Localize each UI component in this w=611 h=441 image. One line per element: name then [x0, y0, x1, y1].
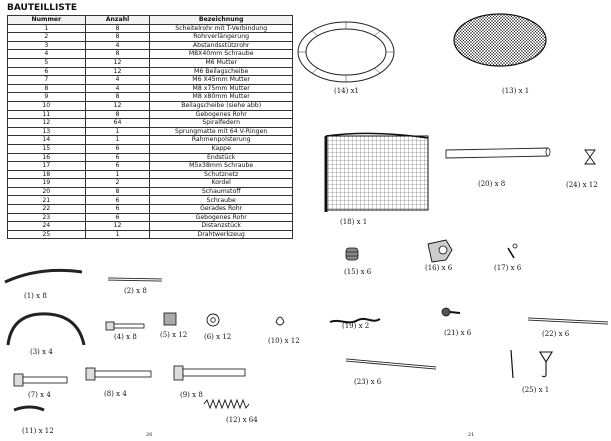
shaped-washer-drawing: [276, 317, 284, 325]
cell-description: M8X40mm Schraube: [150, 50, 293, 59]
cell-number: 22: [8, 205, 86, 214]
header-number: Nummer: [8, 16, 86, 25]
end-piece-drawing: [428, 240, 452, 262]
cell-description: Kappe: [150, 144, 293, 153]
cell-number: 25: [8, 230, 86, 239]
cell-quantity: 6: [85, 153, 150, 162]
bolt-m8x80-drawing: [174, 366, 245, 380]
spring-drawing: [204, 400, 249, 408]
cell-number: 7: [8, 76, 86, 85]
support-tube-drawing: [8, 314, 84, 345]
caption-11: (11) x 12: [22, 427, 54, 435]
cell-quantity: 12: [85, 222, 150, 231]
cell-description: Rahmenpolsterung: [150, 136, 293, 145]
top-tube-drawing: [5, 270, 82, 282]
cell-description: Schutznetz: [150, 170, 293, 179]
cell-description: Schraube: [150, 196, 293, 205]
caption-16: (16) x 6: [425, 264, 453, 272]
caption-9: (9) x 8: [180, 391, 203, 399]
caption-1: (1) x 8: [24, 292, 47, 300]
caption-7: (7) x 4: [28, 391, 51, 399]
cell-description: M6 X45mm Mutter: [150, 76, 293, 85]
cell-quantity: 8: [85, 24, 150, 33]
cell-number: 9: [8, 93, 86, 102]
cell-quantity: 6: [85, 213, 150, 222]
caption-4: (4) x 8: [114, 333, 137, 341]
wire-tool-drawing: [511, 350, 552, 378]
cell-description: Gebogenes Rohr: [150, 213, 293, 222]
cell-quantity: 1: [85, 136, 150, 145]
cell-number: 1: [8, 24, 86, 33]
cell-description: Sprungmatte mit 64 V-Ringen: [150, 127, 293, 136]
cell-quantity: 8: [85, 33, 150, 42]
caption-6: (6) x 12: [204, 333, 232, 341]
cell-quantity: 6: [85, 196, 150, 205]
cell-number: 2: [8, 33, 86, 42]
caption-22: (22) x 6: [542, 330, 570, 338]
bolt-m8x40-drawing: [106, 322, 144, 330]
caption-3: (3) x 4: [30, 348, 53, 356]
cell-number: 8: [8, 84, 86, 93]
cell-description: Endstück: [150, 153, 293, 162]
cell-description: Scheitelrohr mit T-Verbindung: [150, 24, 293, 33]
cell-quantity: 6: [85, 205, 150, 214]
cell-number: 11: [8, 110, 86, 119]
cell-number: 17: [8, 162, 86, 171]
cell-description: Abstandsstützrohr: [150, 41, 293, 50]
caption-18: (18) x 1: [340, 218, 368, 226]
caption-19: (19) x 2: [342, 322, 370, 330]
cell-quantity: 1: [85, 170, 150, 179]
header-quantity: Anzahl: [85, 16, 150, 25]
header-description: Bezeichnung: [150, 16, 293, 25]
spacer-drawing: [585, 150, 595, 164]
cell-description: M8 x80mm Mutter: [150, 93, 293, 102]
caption-23: (23) x 6: [354, 378, 382, 386]
cell-description: Spiralfedern: [150, 119, 293, 128]
safety-net-drawing: [326, 133, 428, 212]
cell-description: M8 x75mm Mutter: [150, 84, 293, 93]
cell-description: Drahtwerkzeug: [150, 230, 293, 239]
cell-quantity: 8: [85, 110, 150, 119]
washer-drawing: [207, 314, 219, 326]
cell-number: 13: [8, 127, 86, 136]
jumping-mat-drawing: [454, 14, 546, 66]
frame-padding-drawing: [298, 22, 394, 82]
cell-description: Schaumstoff: [150, 187, 293, 196]
straight-tube-drawing: [528, 319, 608, 323]
cell-quantity: 12: [85, 101, 150, 110]
curved-tube-drawing: [14, 407, 44, 410]
cell-number: 3: [8, 41, 86, 50]
small-screw-drawing: [508, 244, 517, 258]
cell-number: 16: [8, 153, 86, 162]
nut-drawing: [164, 313, 176, 325]
cell-description: Beilagscheibe (siehe abb): [150, 101, 293, 110]
cell-quantity: 4: [85, 84, 150, 93]
cell-description: M5x38mm Schraube: [150, 162, 293, 171]
parts-list-title: BAUTEILLISTE: [7, 3, 78, 13]
cap-drawing: [346, 248, 358, 260]
cell-description: M6 Beilagscheibe: [150, 67, 293, 76]
page-number-right: 21: [468, 432, 475, 438]
cell-description: Gebogenes Rohr: [150, 110, 293, 119]
cell-number: 18: [8, 170, 86, 179]
caption-2: (2) x 8: [124, 287, 147, 295]
caption-25: (25) x 1: [522, 386, 550, 394]
foam-tube-drawing: [446, 148, 550, 158]
cell-number: 14: [8, 136, 86, 145]
cell-number: 4: [8, 50, 86, 59]
cell-number: 19: [8, 179, 86, 188]
cell-number: 6: [8, 67, 86, 76]
cell-quantity: 1: [85, 230, 150, 239]
screw-drawing: [442, 308, 460, 316]
cell-description: Rohrverlängerung: [150, 33, 293, 42]
cell-description: Gerades Rohr: [150, 205, 293, 214]
caption-13: (13) x 1: [502, 87, 530, 95]
cell-number: 15: [8, 144, 86, 153]
page-number-left: 20: [146, 432, 153, 438]
cell-number: 12: [8, 119, 86, 128]
cell-number: 23: [8, 213, 86, 222]
caption-17: (17) x 6: [494, 264, 522, 272]
caption-10: (10) x 12: [268, 337, 300, 345]
cell-quantity: 64: [85, 119, 150, 128]
cell-quantity: 2: [85, 179, 150, 188]
caption-21: (21) x 6: [444, 329, 472, 337]
cell-quantity: 12: [85, 58, 150, 67]
cell-number: 21: [8, 196, 86, 205]
cell-description: Kordel: [150, 179, 293, 188]
cell-quantity: 4: [85, 76, 150, 85]
cell-number: 20: [8, 187, 86, 196]
caption-8: (8) x 4: [104, 390, 127, 398]
bent-tube-drawing: [346, 360, 436, 368]
cell-description: M6 Mutter: [150, 58, 293, 67]
caption-12: (12) x 64: [226, 416, 258, 424]
bolt-m8x75-drawing: [86, 368, 151, 380]
caption-5: (5) x 12: [160, 331, 188, 339]
cell-number: 10: [8, 101, 86, 110]
cell-quantity: 1: [85, 127, 150, 136]
cell-quantity: 8: [85, 50, 150, 59]
cell-quantity: 8: [85, 93, 150, 102]
cell-number: 24: [8, 222, 86, 231]
cell-quantity: 6: [85, 162, 150, 171]
cell-number: 5: [8, 58, 86, 67]
bolt-m6x45-drawing: [14, 374, 67, 386]
cell-quantity: 4: [85, 41, 150, 50]
cell-description: Distanzstück: [150, 222, 293, 231]
caption-14: (14) x1: [334, 87, 359, 95]
caption-15: (15) x 6: [344, 268, 372, 276]
cell-quantity: 8: [85, 187, 150, 196]
cell-quantity: 12: [85, 67, 150, 76]
tube-extension-drawing: [108, 279, 162, 280]
caption-24: (24) x 12: [566, 181, 598, 189]
cell-quantity: 6: [85, 144, 150, 153]
caption-20: (20) x 8: [478, 180, 506, 188]
